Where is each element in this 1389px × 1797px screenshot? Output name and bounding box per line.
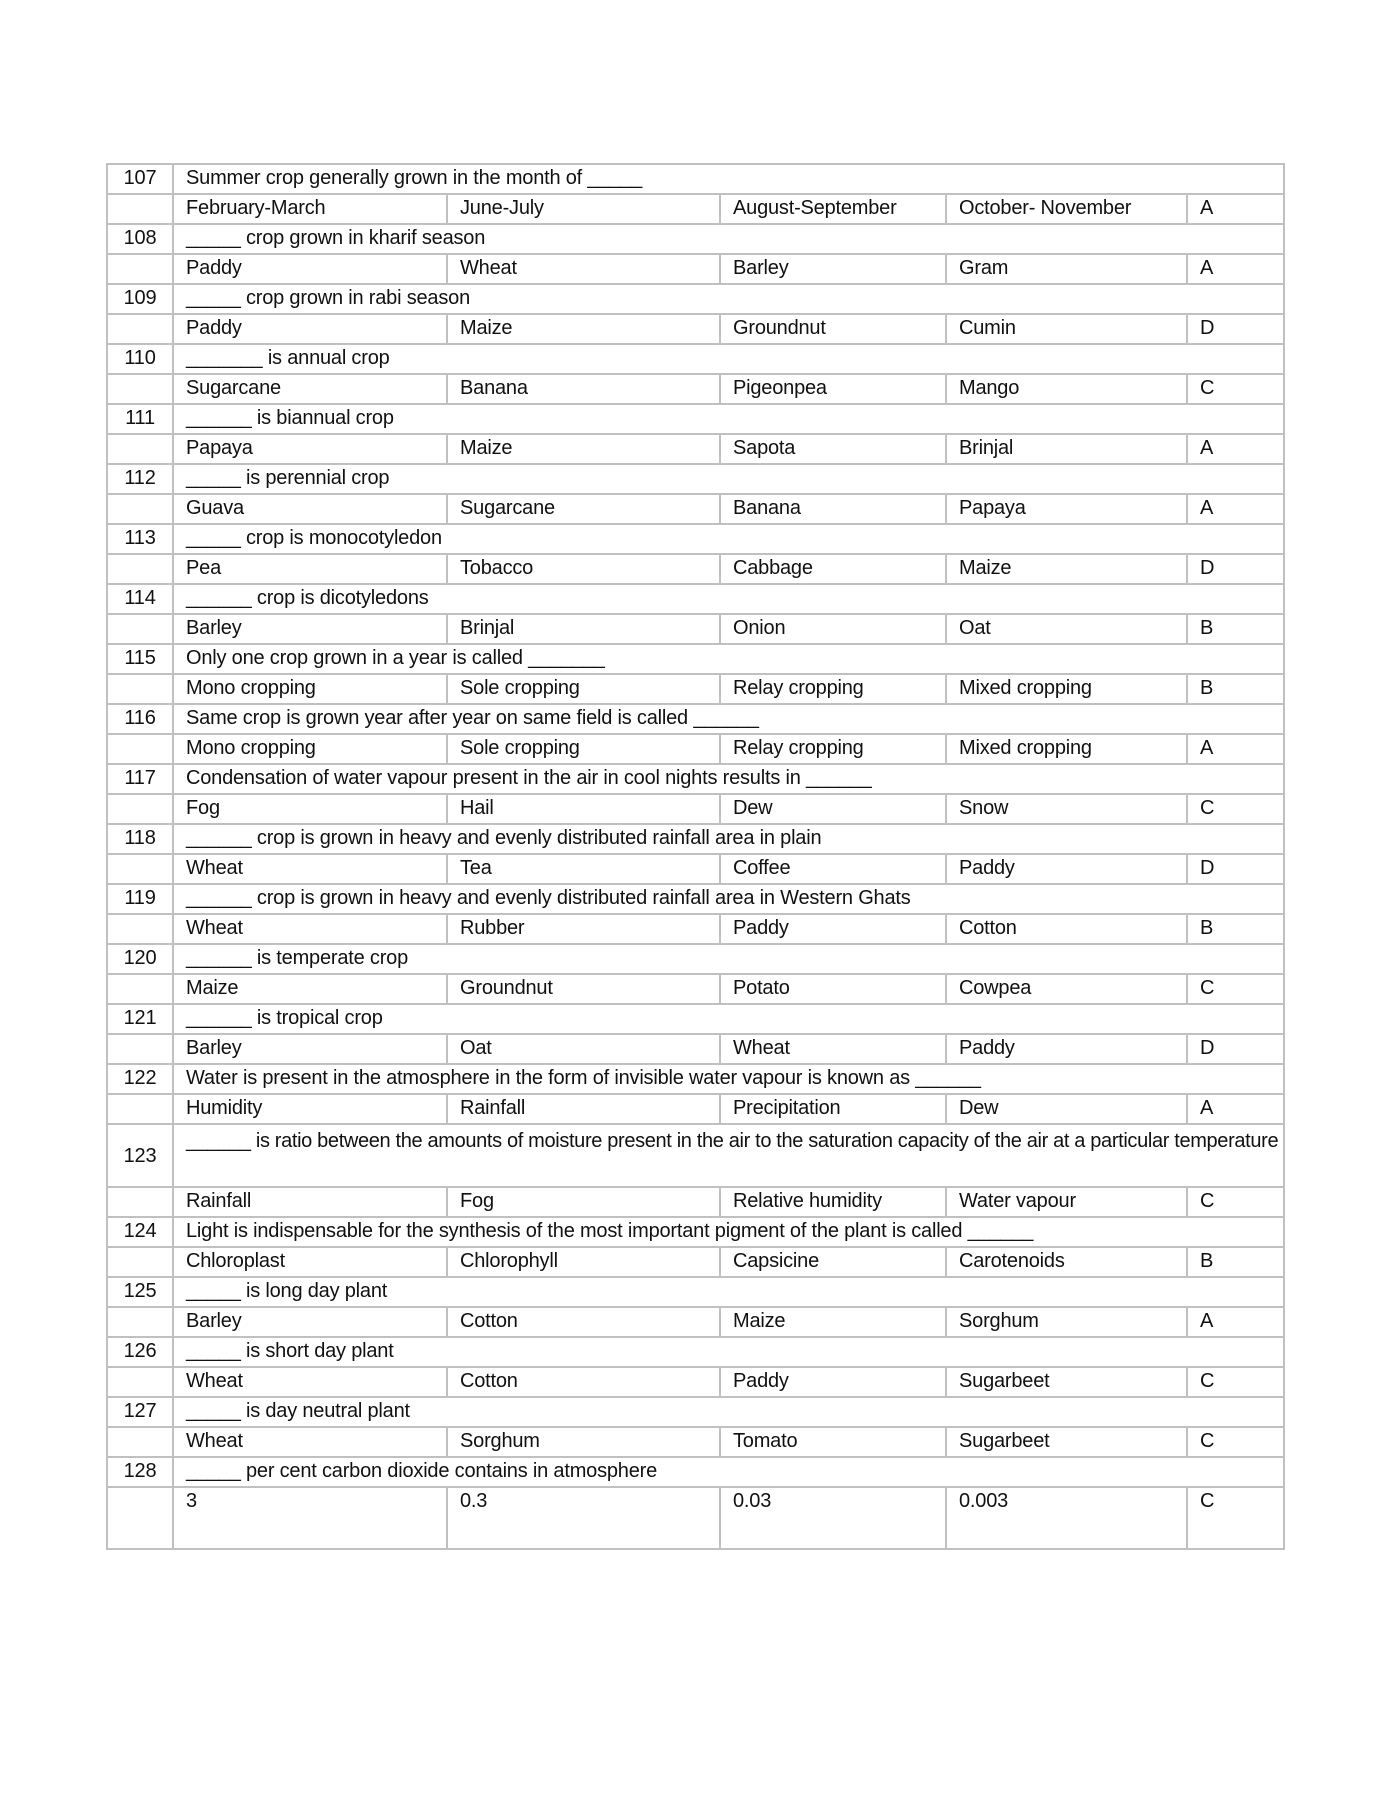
question-row — [107, 764, 1284, 794]
answer-key: B — [1187, 914, 1284, 944]
question-row — [107, 284, 1284, 314]
option-a: Papaya — [173, 434, 447, 464]
question-text: ______ is biannual crop — [173, 404, 1284, 434]
options-row — [107, 794, 1284, 824]
question-number: 127 — [107, 1397, 173, 1427]
question-text: ______ is ratio between the amounts of moisture present in the air to the saturation capacity of the air at a particular temperature — [173, 1124, 1284, 1187]
option-c: Paddy — [720, 1367, 946, 1397]
option-d: Mango — [946, 374, 1187, 404]
question-number: 113 — [107, 524, 173, 554]
options-row — [107, 1247, 1284, 1277]
empty-number-cell — [107, 1367, 173, 1397]
question-number: 109 — [107, 284, 173, 314]
question-number: 125 — [107, 1277, 173, 1307]
options-row — [107, 1307, 1284, 1337]
answer-key: A — [1187, 494, 1284, 524]
answer-key: B — [1187, 1247, 1284, 1277]
empty-number-cell — [107, 494, 173, 524]
option-d: Carotenoids — [946, 1247, 1187, 1277]
options-row — [107, 494, 1284, 524]
question-number: 115 — [107, 644, 173, 674]
option-d: Maize — [946, 554, 1187, 584]
options-row — [107, 1487, 1284, 1549]
option-c: Cabbage — [720, 554, 946, 584]
question-row — [107, 1337, 1284, 1367]
question-number: 118 — [107, 824, 173, 854]
option-d: Papaya — [946, 494, 1187, 524]
option-a: Barley — [173, 614, 447, 644]
option-b: Fog — [447, 1187, 720, 1217]
options-row — [107, 374, 1284, 404]
option-a: Rainfall — [173, 1187, 447, 1217]
empty-number-cell — [107, 794, 173, 824]
answer-key: B — [1187, 674, 1284, 704]
options-row — [107, 734, 1284, 764]
option-d: Brinjal — [946, 434, 1187, 464]
question-text: ______ is temperate crop — [173, 944, 1284, 974]
question-text: Condensation of water vapour present in the air in cool nights results in ______ — [173, 764, 1284, 794]
option-b: Wheat — [447, 254, 720, 284]
question-row — [107, 1217, 1284, 1247]
question-number: 126 — [107, 1337, 173, 1367]
answer-key: A — [1187, 1094, 1284, 1124]
question-text: _____ crop grown in kharif season — [173, 224, 1284, 254]
option-b: Chlorophyll — [447, 1247, 720, 1277]
option-a: Barley — [173, 1307, 447, 1337]
empty-number-cell — [107, 1094, 173, 1124]
question-text: _____ is perennial crop — [173, 464, 1284, 494]
question-number: 124 — [107, 1217, 173, 1247]
option-b: Tobacco — [447, 554, 720, 584]
option-a: Pea — [173, 554, 447, 584]
option-a: 3 — [173, 1487, 447, 1549]
option-a: Wheat — [173, 854, 447, 884]
question-row — [107, 944, 1284, 974]
question-row — [107, 404, 1284, 434]
option-a: Mono cropping — [173, 734, 447, 764]
option-a: Barley — [173, 1034, 447, 1064]
options-row — [107, 314, 1284, 344]
empty-number-cell — [107, 974, 173, 1004]
empty-number-cell — [107, 914, 173, 944]
option-d: Paddy — [946, 1034, 1187, 1064]
empty-number-cell — [107, 1487, 173, 1549]
option-d: Snow — [946, 794, 1187, 824]
question-text: Water is present in the atmosphere in the form of invisible water vapour is known as ______ — [173, 1064, 1284, 1094]
question-row — [107, 1457, 1284, 1487]
option-d: Mixed cropping — [946, 674, 1187, 704]
option-a: Wheat — [173, 1427, 447, 1457]
option-b: Brinjal — [447, 614, 720, 644]
empty-number-cell — [107, 554, 173, 584]
question-text: ______ crop is grown in heavy and evenly distributed rainfall area in plain — [173, 824, 1284, 854]
answer-key: C — [1187, 1487, 1284, 1549]
option-c: Relay cropping — [720, 734, 946, 764]
option-c: Relative humidity — [720, 1187, 946, 1217]
option-d: Oat — [946, 614, 1187, 644]
option-a: Paddy — [173, 254, 447, 284]
question-row — [107, 884, 1284, 914]
question-number: 120 — [107, 944, 173, 974]
question-row — [107, 584, 1284, 614]
option-a: February-March — [173, 194, 447, 224]
option-c: Wheat — [720, 1034, 946, 1064]
question-number: 119 — [107, 884, 173, 914]
option-c: Barley — [720, 254, 946, 284]
options-row — [107, 254, 1284, 284]
question-row — [107, 824, 1284, 854]
option-d: Sugarbeet — [946, 1367, 1187, 1397]
option-d: Cotton — [946, 914, 1187, 944]
question-number: 108 — [107, 224, 173, 254]
option-d: Mixed cropping — [946, 734, 1187, 764]
options-row — [107, 914, 1284, 944]
option-a: Wheat — [173, 914, 447, 944]
options-row — [107, 1367, 1284, 1397]
answer-key: D — [1187, 554, 1284, 584]
answer-key: A — [1187, 194, 1284, 224]
options-row — [107, 1094, 1284, 1124]
option-b: Sugarcane — [447, 494, 720, 524]
options-row — [107, 194, 1284, 224]
empty-number-cell — [107, 314, 173, 344]
empty-number-cell — [107, 1187, 173, 1217]
question-text: ______ crop is dicotyledons — [173, 584, 1284, 614]
options-row — [107, 674, 1284, 704]
question-number: 121 — [107, 1004, 173, 1034]
option-c: Pigeonpea — [720, 374, 946, 404]
option-c: Banana — [720, 494, 946, 524]
option-c: Precipitation — [720, 1094, 946, 1124]
answer-key: C — [1187, 374, 1284, 404]
answer-key: C — [1187, 794, 1284, 824]
quiz-table — [106, 163, 1285, 1550]
question-row — [107, 644, 1284, 674]
option-b: Hail — [447, 794, 720, 824]
option-d: Sorghum — [946, 1307, 1187, 1337]
options-row — [107, 614, 1284, 644]
option-b: Maize — [447, 434, 720, 464]
option-a: Humidity — [173, 1094, 447, 1124]
answer-key: B — [1187, 614, 1284, 644]
option-b: Cotton — [447, 1307, 720, 1337]
question-number: 128 — [107, 1457, 173, 1487]
answer-key: C — [1187, 974, 1284, 1004]
option-d: Sugarbeet — [946, 1427, 1187, 1457]
option-b: Rainfall — [447, 1094, 720, 1124]
quiz-table-body — [107, 164, 1284, 1549]
option-a: Wheat — [173, 1367, 447, 1397]
question-number: 122 — [107, 1064, 173, 1094]
option-c: Dew — [720, 794, 946, 824]
options-row — [107, 1034, 1284, 1064]
question-row — [107, 1124, 1284, 1187]
options-row — [107, 854, 1284, 884]
option-a: Fog — [173, 794, 447, 824]
question-row — [107, 1004, 1284, 1034]
option-b: Sole cropping — [447, 674, 720, 704]
question-row — [107, 344, 1284, 374]
option-a: Maize — [173, 974, 447, 1004]
empty-number-cell — [107, 674, 173, 704]
question-number: 123 — [107, 1124, 173, 1187]
question-text: _______ is annual crop — [173, 344, 1284, 374]
empty-number-cell — [107, 1247, 173, 1277]
option-c: Groundnut — [720, 314, 946, 344]
empty-number-cell — [107, 1427, 173, 1457]
option-a: Mono cropping — [173, 674, 447, 704]
question-number: 107 — [107, 164, 173, 194]
option-b: Sole cropping — [447, 734, 720, 764]
question-text: Only one crop grown in a year is called _______ — [173, 644, 1284, 674]
question-number: 114 — [107, 584, 173, 614]
option-b: Maize — [447, 314, 720, 344]
empty-number-cell — [107, 1034, 173, 1064]
question-text: _____ is long day plant — [173, 1277, 1284, 1307]
question-number: 117 — [107, 764, 173, 794]
question-text: ______ crop is grown in heavy and evenly distributed rainfall area in Western Ghats — [173, 884, 1284, 914]
question-row — [107, 524, 1284, 554]
question-number: 111 — [107, 404, 173, 434]
option-b: 0.3 — [447, 1487, 720, 1549]
question-text: _____ is short day plant — [173, 1337, 1284, 1367]
question-text: Light is indispensable for the synthesis of the most important pigment of the plant is called ______ — [173, 1217, 1284, 1247]
empty-number-cell — [107, 374, 173, 404]
empty-number-cell — [107, 854, 173, 884]
option-b: Sorghum — [447, 1427, 720, 1457]
answer-key: C — [1187, 1367, 1284, 1397]
question-text: _____ is day neutral plant — [173, 1397, 1284, 1427]
option-b: Tea — [447, 854, 720, 884]
answer-key: D — [1187, 314, 1284, 344]
option-c: 0.03 — [720, 1487, 946, 1549]
option-b: Groundnut — [447, 974, 720, 1004]
empty-number-cell — [107, 434, 173, 464]
question-row — [107, 1064, 1284, 1094]
option-d: Cumin — [946, 314, 1187, 344]
option-a: Guava — [173, 494, 447, 524]
question-number: 116 — [107, 704, 173, 734]
question-row — [107, 1277, 1284, 1307]
empty-number-cell — [107, 194, 173, 224]
option-c: Sapota — [720, 434, 946, 464]
option-d: Paddy — [946, 854, 1187, 884]
option-c: Coffee — [720, 854, 946, 884]
option-c: Paddy — [720, 914, 946, 944]
question-text: _____ crop grown in rabi season — [173, 284, 1284, 314]
question-number: 112 — [107, 464, 173, 494]
option-d: October- November — [946, 194, 1187, 224]
option-b: Rubber — [447, 914, 720, 944]
option-c: Onion — [720, 614, 946, 644]
options-row — [107, 554, 1284, 584]
options-row — [107, 1427, 1284, 1457]
option-c: Maize — [720, 1307, 946, 1337]
option-d: Gram — [946, 254, 1187, 284]
answer-key: A — [1187, 254, 1284, 284]
option-c: Potato — [720, 974, 946, 1004]
question-text: _____ per cent carbon dioxide contains in atmosphere — [173, 1457, 1284, 1487]
option-c: Relay cropping — [720, 674, 946, 704]
options-row — [107, 434, 1284, 464]
option-b: Cotton — [447, 1367, 720, 1397]
option-d: Cowpea — [946, 974, 1187, 1004]
question-text: Same crop is grown year after year on same field is called ______ — [173, 704, 1284, 734]
options-row — [107, 974, 1284, 1004]
answer-key: D — [1187, 854, 1284, 884]
answer-key: D — [1187, 1034, 1284, 1064]
empty-number-cell — [107, 614, 173, 644]
question-row — [107, 704, 1284, 734]
question-number: 110 — [107, 344, 173, 374]
option-c: Capsicine — [720, 1247, 946, 1277]
answer-key: C — [1187, 1427, 1284, 1457]
question-row — [107, 1397, 1284, 1427]
option-c: Tomato — [720, 1427, 946, 1457]
empty-number-cell — [107, 254, 173, 284]
option-a: Sugarcane — [173, 374, 447, 404]
question-text: _____ crop is monocotyledon — [173, 524, 1284, 554]
option-b: June-July — [447, 194, 720, 224]
option-d: Water vapour — [946, 1187, 1187, 1217]
option-a: Chloroplast — [173, 1247, 447, 1277]
question-row — [107, 464, 1284, 494]
question-row — [107, 164, 1284, 194]
options-row — [107, 1187, 1284, 1217]
question-text: Summer crop generally grown in the month of _____ — [173, 164, 1284, 194]
option-b: Banana — [447, 374, 720, 404]
empty-number-cell — [107, 734, 173, 764]
answer-key: C — [1187, 1187, 1284, 1217]
option-d: 0.003 — [946, 1487, 1187, 1549]
answer-key: A — [1187, 734, 1284, 764]
option-c: August-September — [720, 194, 946, 224]
question-text: ______ is tropical crop — [173, 1004, 1284, 1034]
answer-key: A — [1187, 434, 1284, 464]
empty-number-cell — [107, 1307, 173, 1337]
option-d: Dew — [946, 1094, 1187, 1124]
answer-key: A — [1187, 1307, 1284, 1337]
option-b: Oat — [447, 1034, 720, 1064]
question-row — [107, 224, 1284, 254]
option-a: Paddy — [173, 314, 447, 344]
